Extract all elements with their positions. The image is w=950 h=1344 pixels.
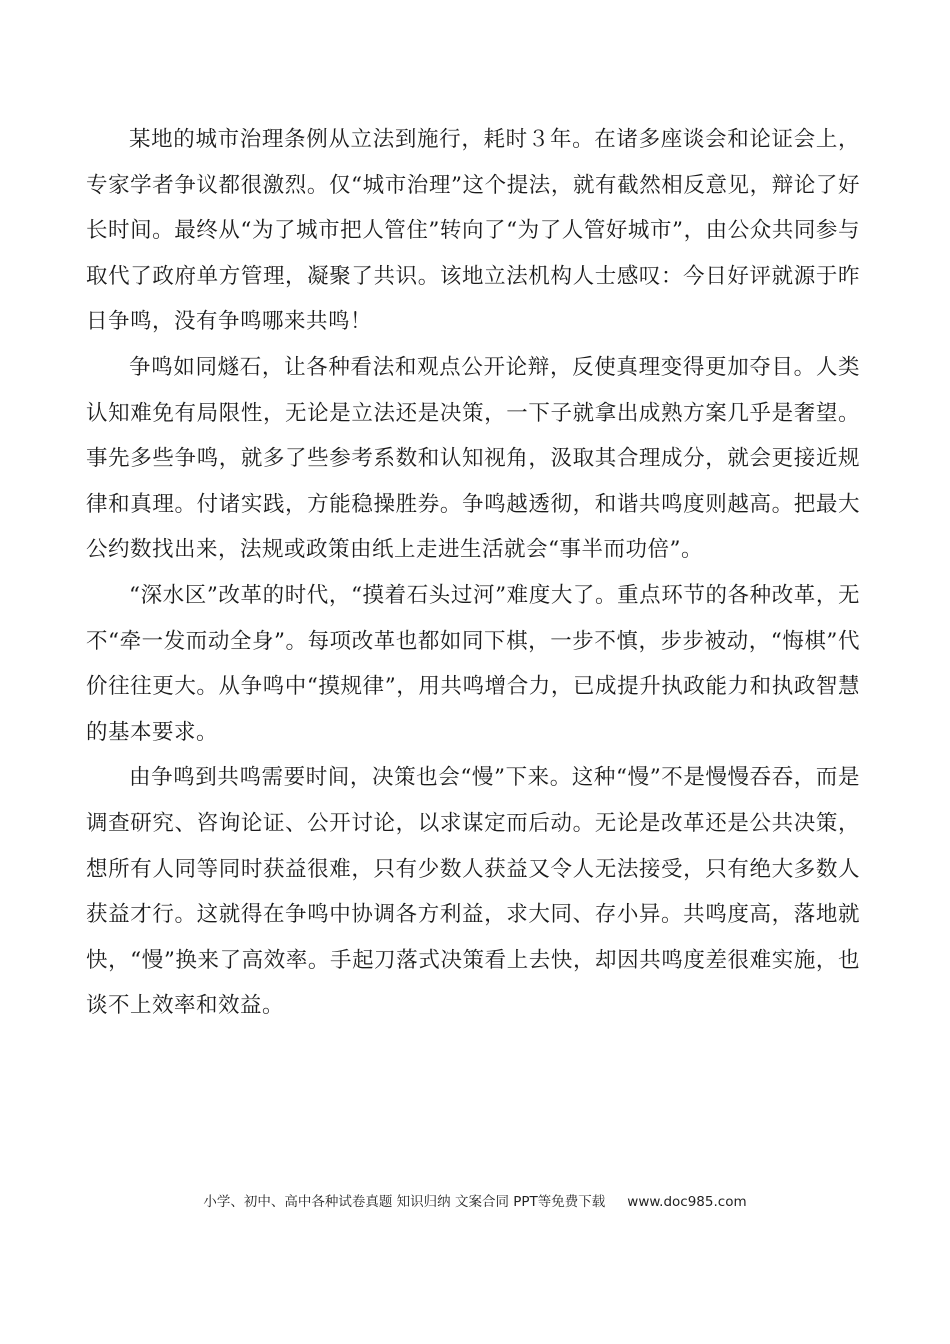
footer-text: 小学、初中、高中各种试卷真题 知识归纳 文案合同 PPT等免费下载 [203,1194,606,1210]
paragraph-3: “深水区”改革的时代，“摸着石头过河”难度大了。重点环节的各种改革，无不“牵一发而动全身”。每项改革也都如同下棋，一步不慎，步步被动，“悔棋”代价往往更大。从争鸣中“摸规律”，用共鸣增合力，已成提升执政能力和执政智慧的基本要求。 [86,582,860,745]
article-body [86,117,860,1029]
footer-url[interactable]: www.doc985.com [627,1194,747,1210]
paragraph-2: 争鸣如同燧石，让各种看法和观点公开论辩，反使真理变得更加夺目。人类认知难免有局限性，无论是立法还是决策，一下子就拿出成熟方案几乎是奢望。事先多些争鸣，就多了些参考系数和认知视角，汲取其合理成分，就会更接近规律和真理。付诸实践，方能稳操胜券。争鸣越透彻，和谐共鸣度则越高。把最大公约数找出来，法规或政策由纸上走进生活就会“事半而功倍”。 [86,354,860,563]
paragraph-1: 某地的城市治理条例从立法到施行，耗时３年。在诸多座谈会和论证会上，专家学者争议都很激烈。仅“城市治理”这个提法，就有截然相反意见，辩论了好长时间。最终从“为了城市把人管住”转向了“为了人管好城市”，由公众共同参与取代了政府单方管理，凝聚了共识。该地立法机构人士感叹：今日好评就源于昨日争鸣，没有争鸣哪来共鸣！ [86,127,860,335]
paragraph-4: 由争鸣到共鸣需要时间，决策也会“慢”下来。这种“慢”不是慢慢吞吞，而是调查研究、咨询论证、公开讨论，以求谋定而后动。无论是改革还是公共决策，想所有人同等同时获益很难，只有少数人获益又令人无法接受，只有绝大多数人获益才行。这就得在争鸣中协调各方利益，求大同、存小异。共鸣度高，落地就快，“慢”换来了高效率。手起刀落式决策看上去快，却因共鸣度差很难实施，也谈不上效率和效益。 [86,765,860,1019]
page-footer [0,1190,950,1210]
